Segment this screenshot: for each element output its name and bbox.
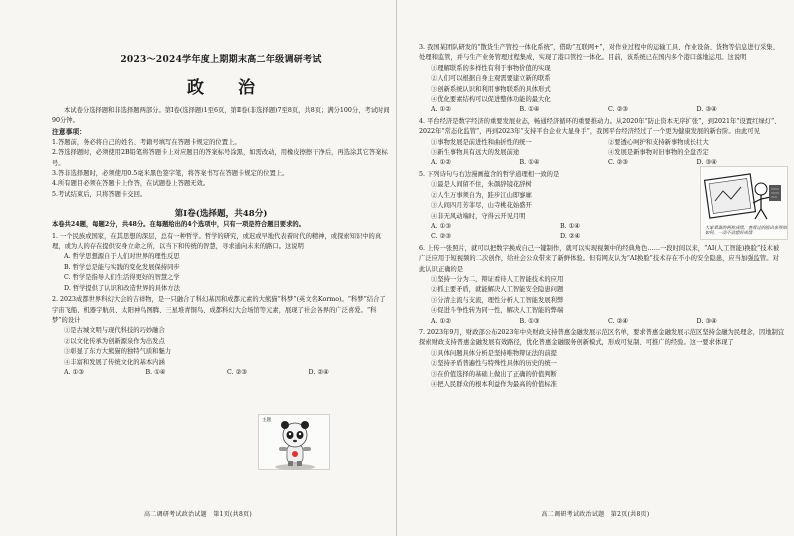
option: ①最是人间留不住，朱颜辞镜花辞树 — [431, 181, 532, 189]
answer-choices — [419, 222, 689, 232]
choice-a: A. ①② — [431, 159, 451, 167]
part-description: 本卷共24题，每题2分，共48分。在每题给出的4个选项中，只有一项是符合题目要求的。 — [52, 221, 305, 229]
cartoon-image — [700, 166, 788, 240]
option: C. 哲学是指导人们生活得更好的智慧之学 — [64, 274, 180, 282]
choice-b: B. ①④ — [519, 159, 540, 167]
question-stem: 2. 2023成都世界科幻大会的吉祥物，是一只融合了科幻基因和成都元素的大熊猫“科梦”(英文名Kormo)。“科梦”结合了宇宙飞船、机器宇航员、太阳神鸟图腾、三星堆青铜鸟、成都科幻大会场馆等元素，展现了社会各界的广泛喜爱。“科梦”的设计 — [52, 296, 386, 324]
option: ④发展是新事物对旧事物的全盘否定 — [608, 149, 709, 157]
choice-b: B. ①④ — [560, 222, 580, 230]
choice-a: A. ①③ — [431, 222, 451, 230]
note-item: 1.答题前，务必将自己的姓名、考籍号填写在答题卡规定的位置上。 — [52, 138, 241, 146]
question-stem: 6. 上传一张照片，就可以把数字换成自己一键制作，就可以实现视频中的经典角色……一段时间以来，“AI(人工智能)换脸”技术被广泛应用于短视频的二次创作，给社会公众带来了新鲜体验。但有网友认为“AI换脸”技术存在不小的安全隐患，应当加强监管。对此认识正确的是 — [419, 244, 780, 273]
option: ③创新系统认识和利用事物联系的具体形式 — [431, 85, 551, 93]
choice-c: C. ②③ — [227, 368, 247, 376]
choice-b: B. ①④ — [519, 106, 540, 114]
note-item: 4.所有题目必须在答题卡上作答，在试题卷上答题无效。 — [52, 180, 210, 188]
exam-title: 2023～2024学年度上期期末高二年级调研考试 — [120, 55, 322, 65]
option: ②坚持矛盾普遍性与特殊性具体的历史的统一 — [431, 360, 557, 368]
choice-c: C. ②④ — [608, 317, 628, 325]
option: ①事物发展是前进性和曲折性的统一 — [431, 138, 532, 146]
option: ②要透心呵护和支持新事物成长壮大 — [608, 138, 709, 146]
question-stem: 3. 我国某团队研发的“散货生产管控一体化系统”，借助“互联网+”，对作业过程中的运输工具、作业设备、货物等信息进行采集、处理和监管，并与生产业务管理过程集成，实现了港口管控一体化。目前，该系统已在国内多个港口落地运用。这说明 — [419, 44, 779, 62]
question-stem: 1. 一个民族或国家，在其思想的深层，总有一种哲学。哲学的研究，或迟或早地代表着时代的精神，或探索知识中的真理，或为人的存在提供安身立命之所，以当下和传统的智慧，寻求通向未来的路口。这说明 — [52, 232, 382, 251]
option: ③在价值选择的基础上做出了正确的价值判断 — [431, 370, 557, 378]
choice-b: B. ①③ — [519, 317, 540, 325]
choice-d: D. ②④ — [560, 233, 581, 241]
option: ③分清主流与支流，理性分析人工智能发展利弊 — [431, 296, 564, 304]
option: ④把人民群众的根本利益作为最高的价值标准 — [431, 381, 557, 388]
choice-d: D. ③④ — [696, 106, 717, 114]
choice-d: D. ②④ — [308, 368, 329, 376]
option: ④优化要素结构可以促进整体功能的最大化 — [431, 96, 551, 104]
notes-title: 注意事项： — [52, 127, 86, 136]
mascot-label: 主题 — [262, 418, 271, 423]
option: ②以文化传承为创新源泉作为出发点 — [64, 337, 165, 345]
question-6 — [419, 244, 785, 327]
choice-a: A. ①② — [431, 317, 451, 325]
option: ④促进斗争性转为同一性，解决人工智能的弊端 — [431, 307, 564, 315]
option: ①理解联系的多样性有利于事物价值的实现 — [431, 64, 551, 72]
exam-page-2 — [397, 0, 794, 536]
choice-a: A. ①② — [431, 106, 451, 114]
question-stem: 4. 平台经济是数字经济的重要发展业态，畅通经济循环的重要推动力。从2020年“防止资本无序扩张”，到2021年“设置红绿灯”、2022年“常态化监管”，再到2023年“支持平台企业大显身手”，我国平台经济经过了一个更为健康发展的新台阶。由此可见 — [419, 117, 781, 136]
note-item: 2.答选择题时，必须使用2B铅笔将答题卡上对应题目的答案标号涂黑，如需改动，用橡皮擦擦干净后，再选涂其它答案标号。 — [52, 149, 388, 167]
answer-choices — [52, 368, 390, 378]
choice-a: A. ①③ — [64, 368, 84, 376]
page-1-content — [52, 52, 390, 378]
panda-mascot-icon — [259, 415, 331, 471]
choice-b: B. ①④ — [145, 368, 166, 376]
question-stem: 5. 下列诗句与右边漫画蕴含的哲学道理相一致的是 — [419, 170, 560, 178]
intro-text: 本试卷分选择题和非选择题两部分。第Ⅰ卷(选择题)1至6页，第Ⅱ卷(非选择题)7至8页，共8页；满分100分，考试时间90分钟。 — [52, 107, 390, 125]
question-stem: 7. 2023年9月，财政部公布2023年中央财政支持普惠金融发展示范区名单，要求普惠金融发展示范区坚持金融为民理念，因地制宜探索财政支持普惠金融发展有效路径，优化普惠金融服务创新模式，形成可复制、可推广的经验。这一要求体现了 — [419, 328, 785, 347]
choice-d: D. ③④ — [696, 317, 717, 325]
subject-title: 政 治 — [187, 78, 269, 98]
option: ④非无风动端时，守得云开见月明 — [431, 212, 526, 220]
option: ④丰富和发展了传统文化的基本内涵 — [64, 358, 165, 366]
option: D. 哲学提供了认识和改造世界的具体方法 — [64, 284, 180, 292]
question-4 — [419, 117, 785, 169]
choice-c: C. ②③ — [608, 159, 628, 167]
answer-choices — [419, 232, 689, 242]
cartoon-caption: 大家看谁的两枚成绩，查看过的画出来得知如何，一动不动想好成绩 — [705, 226, 787, 237]
choice-d: D. ③④ — [696, 159, 717, 167]
answer-choices — [419, 317, 785, 327]
option: ②人们可以根据自身主观需要建立新的联系 — [431, 75, 551, 83]
question-2 — [52, 295, 390, 378]
question-1 — [52, 232, 390, 294]
page-footer: 高二调研考试政治试题 第1页(共8页) — [143, 511, 253, 518]
part-title: 第Ⅰ卷(选择题，共48分) — [174, 209, 268, 220]
option: B. 哲学总是能与实践的变化发展保持同步 — [64, 263, 180, 271]
question-3 — [419, 43, 785, 116]
option: ③彰显了东方大熊猫的独特气质和魅力 — [64, 348, 172, 356]
option: ②抓主要矛盾，就能解决人工智能安全隐患问题 — [431, 286, 564, 294]
option: ②人生万事须自为，跬步江山即寥廓 — [431, 191, 532, 199]
question-7 — [419, 328, 785, 390]
option: ①具体问题具体分析是坚持唯物辩证法的前提 — [431, 349, 557, 357]
option: ③人间四月芳菲尽，山寺桃花始盛开 — [431, 202, 532, 210]
note-item: 3.答非选择题时，必须使用0.5毫米黑色签字笔，将答案书写在答题卡规定的位置上。 — [52, 170, 289, 178]
option: ③新生事物具有远大的发展前途 — [431, 149, 520, 157]
question-5 — [419, 170, 689, 243]
choice-c: C. ②③ — [608, 106, 628, 114]
page-footer: 高二调研考试政治试题 第2页(共8页) — [541, 511, 650, 518]
option: A. 哲学思想源自于人们对世界的理性反思 — [64, 253, 180, 261]
mascot-image — [258, 414, 330, 470]
choice-c: C. ②③ — [431, 233, 451, 241]
answer-choices — [419, 105, 785, 115]
option: ①坚持一分为二，辩证看待人工智能技术的应用 — [431, 275, 564, 283]
option: ①是古城文明与现代科技的巧妙融合 — [64, 327, 165, 335]
cartoon-drawing-icon — [701, 167, 789, 225]
note-item: 5.考试结束后，只将答题卡交回。 — [52, 190, 147, 198]
